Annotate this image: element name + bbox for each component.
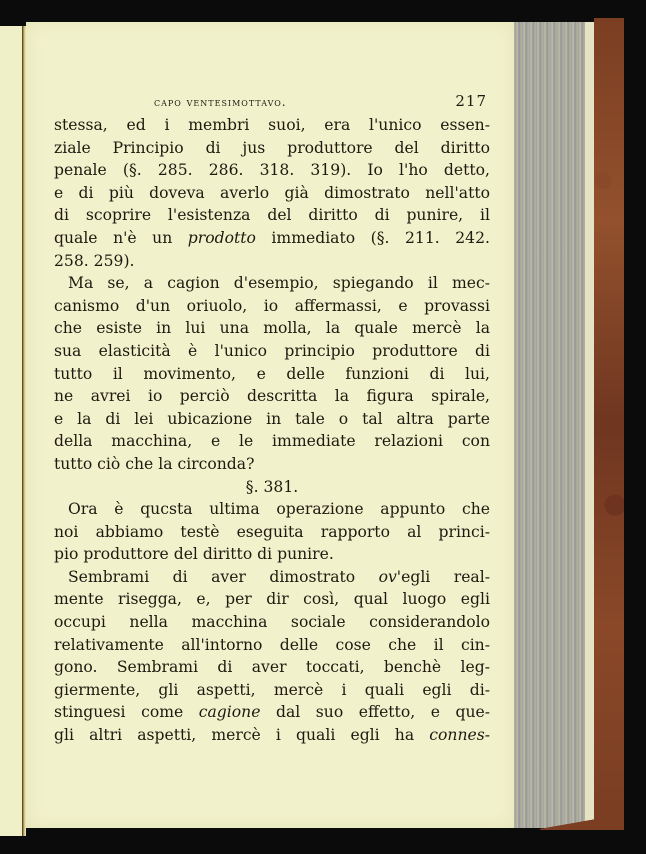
text-line: mente risegga, e, per dir così, qual luogo egli	[54, 590, 490, 609]
running-head	[54, 92, 490, 114]
page-number: 217	[455, 92, 487, 110]
paragraph-start: Ma se, a cagion d'esempio, spiegando il mec-	[68, 274, 490, 293]
text-span: quale n'è un	[54, 228, 188, 247]
paragraph-start	[54, 566, 490, 589]
book-cover-corner	[540, 818, 624, 830]
text-line: penale (§. 285. 286. 318. 319). Io l'ho detto,	[54, 161, 490, 180]
italic-term: cagione	[198, 703, 261, 722]
text-line: noi abbiamo testè eseguita rapporto al princi-	[54, 522, 490, 541]
text-line: canismo d'un oriuolo, io affermassi, e provassi	[54, 296, 490, 315]
text-line: che esiste in lui una molla, la quale mercè la	[54, 319, 490, 338]
section-heading: §. 381.	[245, 477, 299, 496]
italic-term: connes-	[429, 726, 490, 745]
text-line: ziale Principio di jus produttore del diritto	[54, 138, 490, 157]
text-line: e di più doveva averlo già dimostrato nell'atto	[54, 183, 490, 202]
text-line: e la di lei ubicazione in tale o tal altra parte	[54, 409, 490, 428]
text-span: stinguesi come	[54, 703, 199, 722]
text-span: immediato (§. 211. 242.	[255, 228, 490, 247]
text-line: sua elasticità è l'unico principio produttore di	[54, 341, 490, 360]
text-span: Sembrami di aver dimostrato	[68, 567, 379, 586]
text-span: gli altri aspetti, mercè i quali egli ha	[54, 726, 430, 745]
text-line: pio produttore del diritto di punire.	[54, 545, 334, 564]
text-line	[54, 227, 490, 250]
text-line: occupi nella macchina sociale considerandolo	[54, 613, 490, 632]
text-line: tutto il movimento, e delle funzioni di lui,	[54, 364, 490, 383]
text-line: 258. 259).	[54, 251, 135, 270]
text-line: relativamente all'intorno delle cose che il cin-	[54, 635, 490, 654]
text-line: gono. Sembrami di aver toccati, benchè leg-	[54, 658, 490, 677]
text-line: di scoprire l'esistenza del diritto di punire, il	[54, 206, 490, 225]
chapter-title: capo ventesimottavo.	[154, 95, 287, 109]
text-line	[54, 701, 490, 724]
book-cover-marbled	[594, 18, 624, 830]
text-span: dal suo effetto, e que-	[260, 703, 490, 722]
text-line: stessa, ed i membri suoi, era l'unico essen-	[54, 116, 490, 134]
italic-term: ov'	[378, 567, 402, 586]
paragraph-start: Ora è qucsta ultima operazione appunto che	[68, 500, 490, 519]
text-line: della macchina, e le immediate relazioni con	[54, 432, 490, 451]
text-line: tutto ciò che la circonda?	[54, 454, 255, 473]
text-line: ne avrei io perciò descritta la figura spirale,	[54, 387, 490, 406]
text-line	[54, 724, 490, 747]
page-stack-fore-edge	[514, 22, 590, 828]
text-line: giermente, gli aspetti, mercè i quali egli di-	[54, 680, 490, 699]
italic-term: prodotto	[187, 228, 256, 247]
page-text-block	[54, 92, 490, 747]
text-span: egli real-	[401, 567, 490, 586]
